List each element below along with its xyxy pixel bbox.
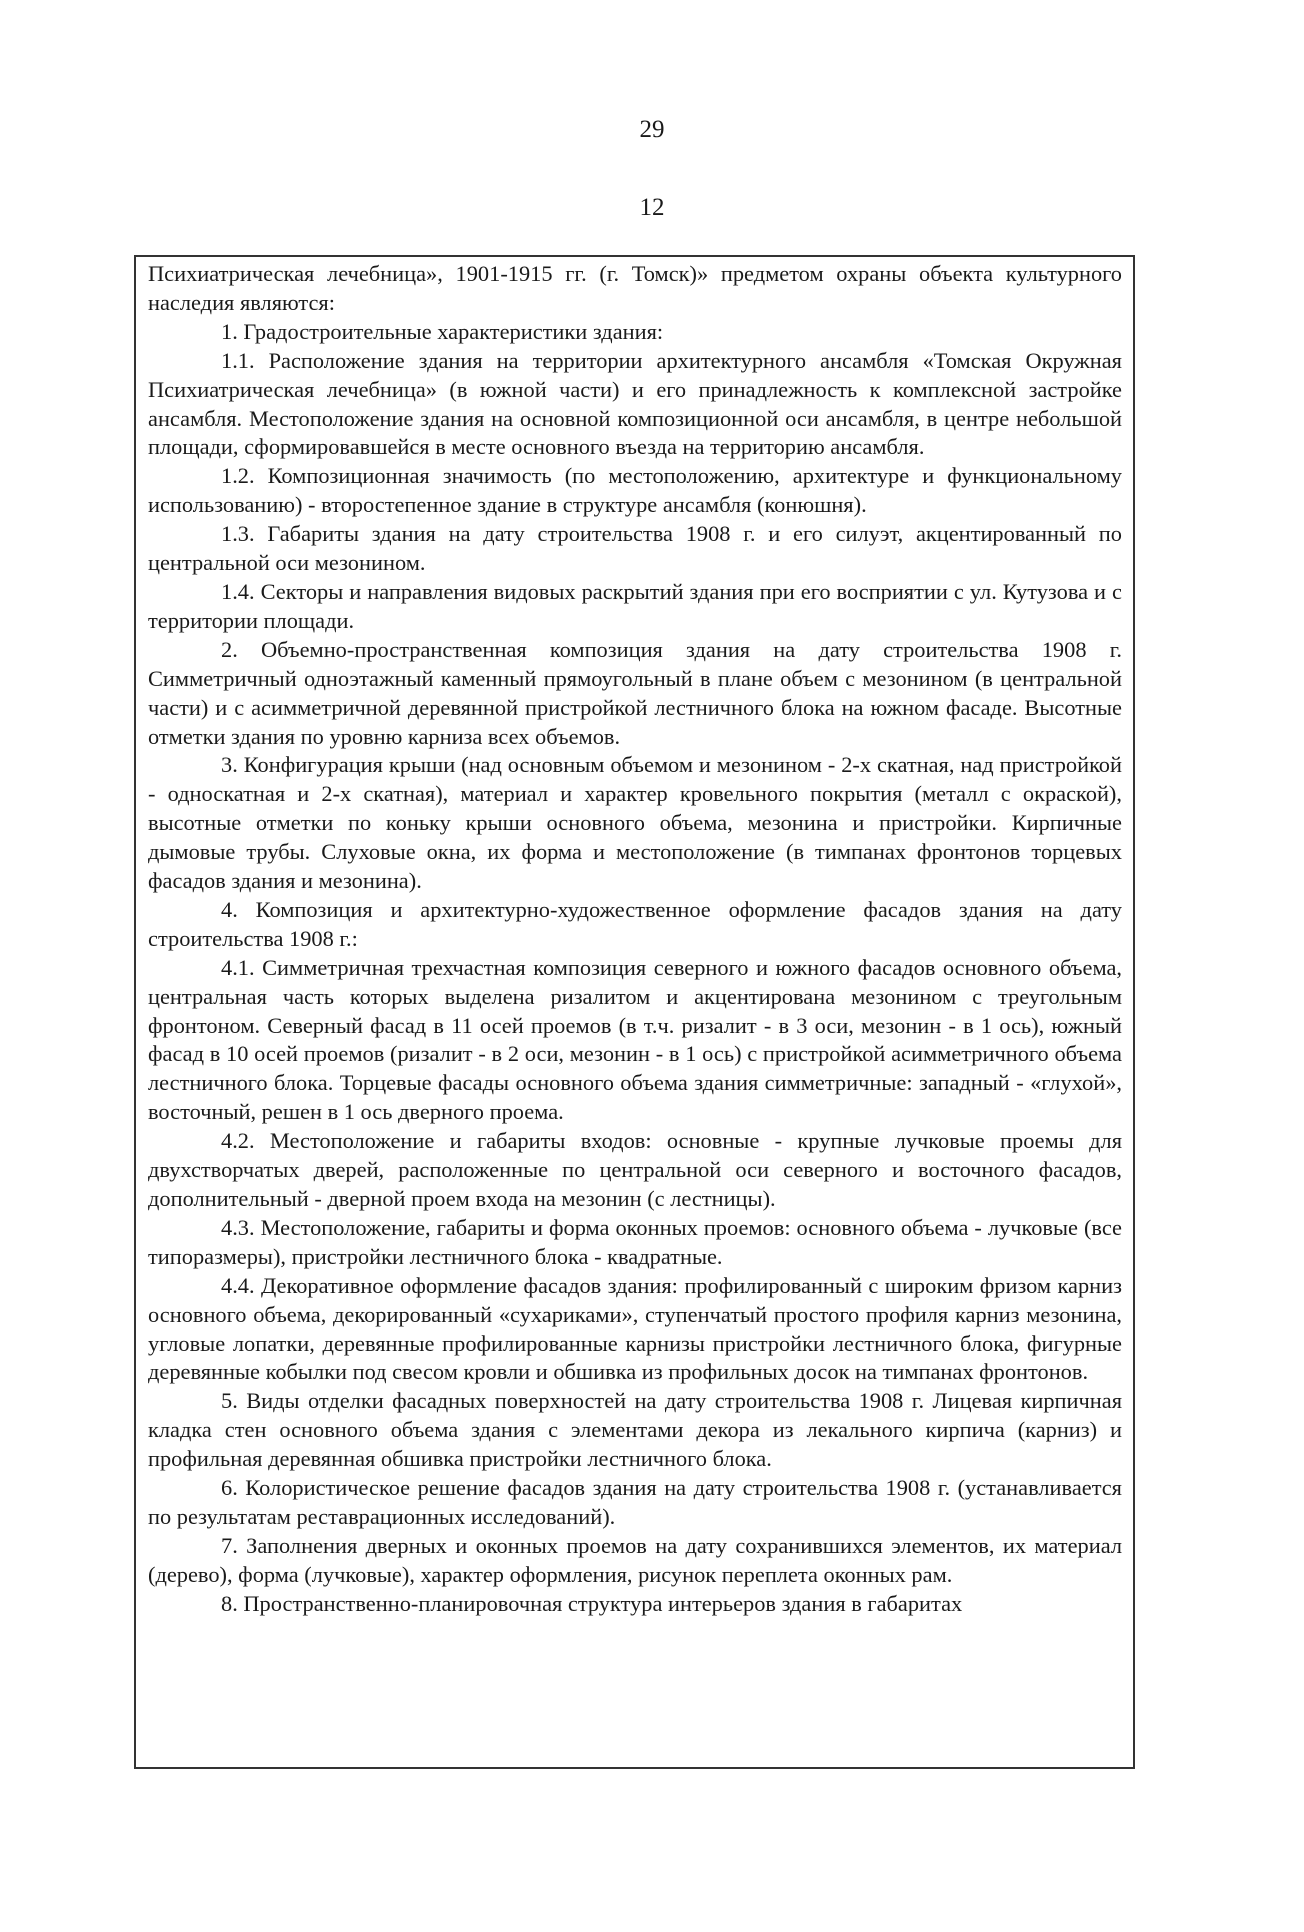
outer-page-number: 29 bbox=[639, 116, 665, 143]
paragraph-item-2: 2. Объемно-пространственная композиция здания на дату строительства 1908 г. Симметричный одноэтажный каменный прямоугольный в плане объем с мезонином (в центральной части) и с асимметричной деревянной пристройкой лестничного блока на южном фасаде. Высотные отметки здания по уровню карниза всех объемов. bbox=[148, 636, 1122, 749]
paragraph-item-4-3: 4.3. Местоположение, габариты и форма оконных проемов: основного объема - лучковые (все типоразмеры), пристройки лестничного блока - квадратные. bbox=[148, 1214, 1122, 1269]
paragraph-item-6: 6. Колористическое решение фасадов здания на дату строительства 1908 г. (устанавливается по результатам реставрационных исследований). bbox=[148, 1475, 1122, 1529]
text-frame bbox=[134, 255, 1135, 1769]
paragraph-item-4-1: 4.1. Симметричная трехчастная композиция северного и южного фасадов основного объема, центральная часть которых выделена ризалитом и акцентирована мезонином с треугольным фронтоном. Северный фасад в 11 осей проемов (в т.ч. ризалит - в 3 оси, мезонин - в 1 ось), южный фасад в 10 осей проемов (ризалит - в 2 оси, мезонин - в 1 ось) с пристройкой асимметричного объема лестничного блока. Торцевые фасады основного объема здания симметричные: западный - «глухой», восточный, решен в 1 ось дверного проема. bbox=[148, 954, 1122, 1125]
paragraph-item-7: 7. Заполнения дверных и оконных проемов на дату сохранившихся элементов, их материал (дерево), форма (лучковые), характер оформления, рисунок переплета оконных рам. bbox=[148, 1532, 1122, 1587]
paragraph-item-1-3: 1.3. Габариты здания на дату строительства 1908 г. и его силуэт, акцентированный по центральной оси мезонином. bbox=[148, 521, 1122, 576]
document-body bbox=[148, 260, 1122, 1619]
paragraph-item-8: 8. Пространственно-планировочная структура интерьеров здания в габаритах bbox=[221, 1590, 963, 1616]
paragraph-item-1-2: 1.2. Композиционная значимость (по местоположению, архитектуре и функциональному использованию) - второстепенное здание в структуре ансамбля (конюшня). bbox=[148, 463, 1122, 518]
paragraph-item-5: 5. Виды отделки фасадных поверхностей на дату строительства 1908 г. Лицевая кирпичная кладка стен основного объема здания с элементами декора из лекального кирпича (карниз) и профильная деревянная обшивка пристройки лестничного блока. bbox=[148, 1388, 1122, 1472]
paragraph-item-1-4: 1.4. Секторы и направления видовых раскрытий здания при его восприятии с ул. Кутузова и с территории площади. bbox=[148, 578, 1122, 633]
paragraph-item-3: 3. Конфигурация крыши (над основным объемом и мезонином - 2-х скатная, над пристройкой - односкатная и 2-х скатная), материал и характер кровельного покрытия (металл с окраской), высотные отметки по коньку крыши основного объема, мезонина и пристройки. Кирпичные дымовые трубы. Слуховые окна, их форма и местоположение (в тимпанах фронтонов торцевых фасадов здания и мезонина). bbox=[148, 752, 1122, 894]
paragraph-item-4: 4. Композиция и архитектурно-художественное оформление фасадов здания на дату строительства 1908 г.: bbox=[148, 896, 1122, 951]
inner-page-number: 12 bbox=[639, 194, 665, 221]
paragraph-item-1-1: 1.1. Расположение здания на территории архитектурного ансамбля «Томская Окружная Психиатрическая лечебница» (в южной части) и его принадлежность к комплексной застройке ансамбля. Местоположение здания на основной композиционной оси ансамбля, в центре небольшой площади, сформировавшейся в месте основного въезда на территорию ансамбля. bbox=[148, 347, 1122, 460]
paragraph-intro: Психиатрическая лечебница», 1901-1915 гг. (г. Томск)» предметом охраны объекта культурного наследия являются: bbox=[148, 261, 1122, 315]
paragraph-item-4-4: 4.4. Декоративное оформление фасадов здания: профилированный с широким фризом карниз основного объема, декорированный «сухариками», ступенчатый простого профиля карниз мезонина, угловые лопатки, деревянные профилированные карнизы пристройки лестничного блока, фигурные деревянные кобылки под свесом кровли и обшивка из профильных досок на тимпанах фронтонов. bbox=[148, 1272, 1122, 1385]
paragraph-item-4-2: 4.2. Местоположение и габариты входов: основные - крупные лучковые проемы для двухстворчатых дверей, расположенные по центральной оси северного и восточного фасадов, дополнительный - дверной проем входа на мезонин (с лестницы). bbox=[148, 1128, 1122, 1211]
paragraph-item-1: 1. Градостроительные характеристики здания: bbox=[221, 318, 664, 344]
